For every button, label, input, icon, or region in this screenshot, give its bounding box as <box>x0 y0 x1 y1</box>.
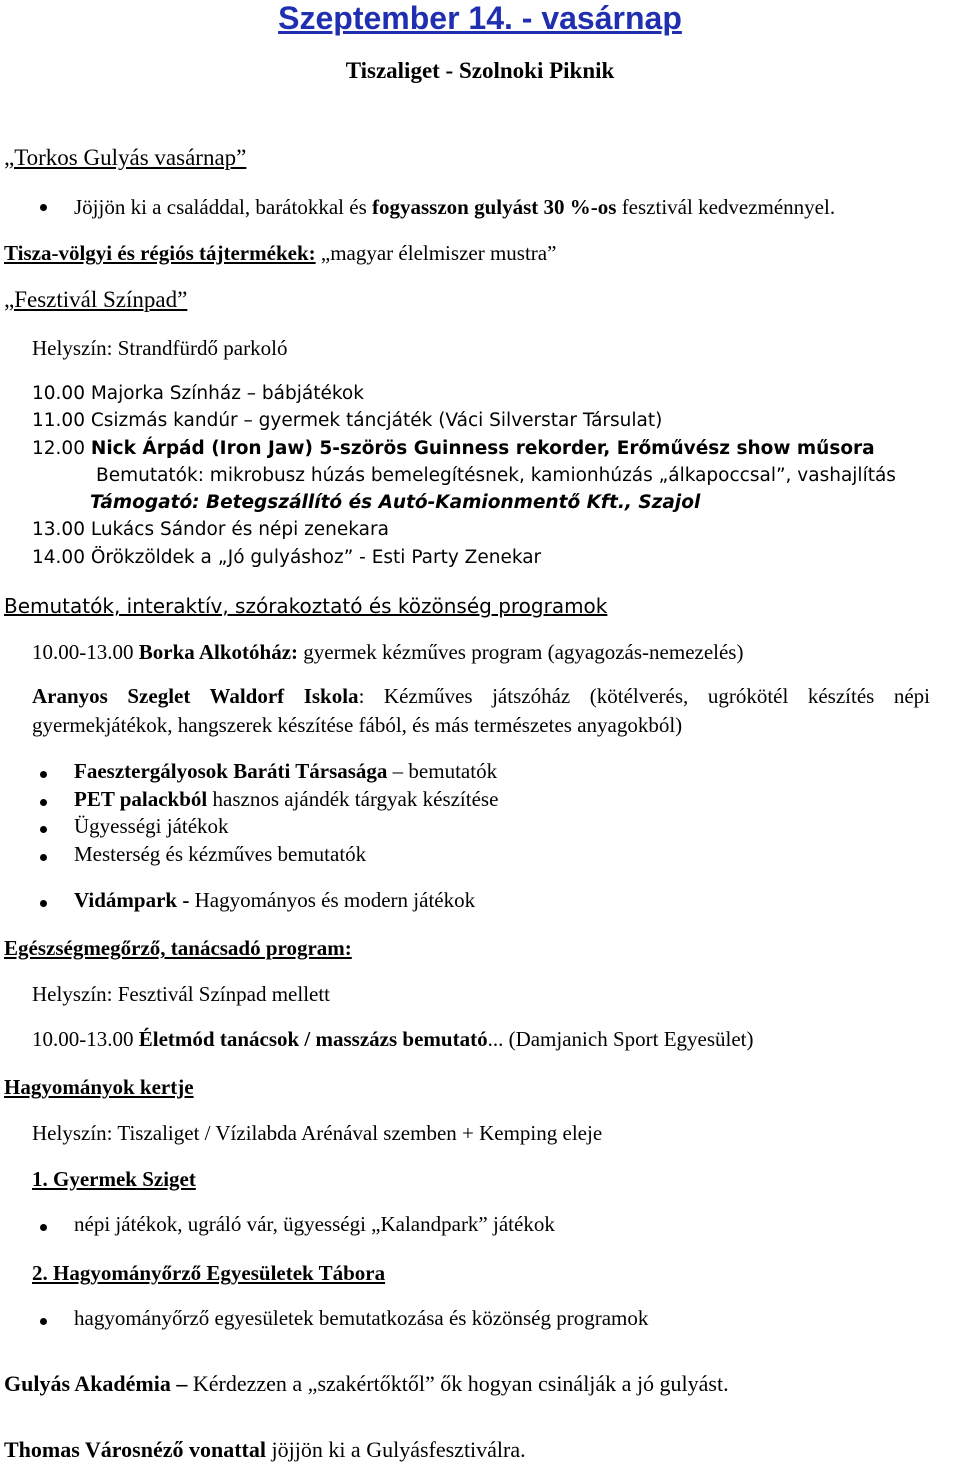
gyermek-sziget-heading: 1. Gyermek Sziget <box>32 1167 196 1191</box>
list-item: Mesterség és kézműves bemutatók <box>74 842 367 866</box>
tisza-line: Tisza-völgyi és régiós tájtermékek: „magyar élelmiszer mustra” <box>4 241 557 265</box>
egeszseg-heading: Egészségmegőrző, tanácsadó program: <box>4 936 352 960</box>
bullet-icon <box>40 799 47 806</box>
bullet-icon <box>40 1318 47 1325</box>
egeszseg-location: Helyszín: Fesztivál Színpad mellett <box>32 982 331 1006</box>
page-title: Szeptember 14. - vasárnap <box>278 0 682 36</box>
hagyomanyok-heading: Hagyományok kertje <box>4 1075 194 1099</box>
page-subtitle: Tiszaliget - Szolnoki Piknik <box>345 58 615 83</box>
schedule-item: 10.00 Majorka Színház – bábjátékok <box>32 383 364 404</box>
borka-line: 10.00-13.00 Borka Alkotóház: gyermek kézműves program (agyagozás-nemezelés) <box>32 640 744 664</box>
list-item: hagyományőrző egyesületek bemutatkozása és közönség programok <box>74 1306 649 1330</box>
list-item: népi játékok, ugráló vár, ügyességi „Kalandpark” játékok <box>74 1212 555 1236</box>
torkos-bullet: Jöjjön ki a családdal, barátokkal és fogyasszon gulyást 30 %-os fesztivál kedvezménnyel. <box>74 195 836 219</box>
tabor-heading: 2. Hagyományőrző Egyesületek Tábora <box>32 1261 386 1285</box>
vonat-line: Thomas Városnéző vonattal jöjjön ki a Gulyásfesztiválra. <box>4 1437 526 1462</box>
sponsor-line: Támogató: Betegszállító és Autó-Kamionmentő Kft., Szajol <box>90 492 701 513</box>
egeszseg-line: 10.00-13.00 Életmód tanácsok / masszázs bemutató... (Damjanich Sport Egyesület) <box>32 1027 754 1051</box>
bullet-icon <box>40 854 47 861</box>
hagyomanyok-location: Helyszín: Tiszaliget / Vízilabda Arénával szemben + Kemping eleje <box>32 1121 603 1145</box>
list-item: PET palackból hasznos ajándék tárgyak készítése <box>74 787 499 811</box>
list-item: Ügyességi játékok <box>74 814 229 838</box>
bullet-icon <box>40 826 47 833</box>
schedule-item: 13.00 Lukács Sándor és népi zenekara <box>32 519 389 540</box>
fesztival-location: Helyszín: Strandfürdő parkoló <box>32 336 288 360</box>
nick-detail: Bemutatók: mikrobusz húzás bemelegítésnek, kamionhúzás „álkapoccsal”, vashajlítás <box>96 465 896 486</box>
vidampark-item: Vidámpark - Hagyományos és modern játékok <box>74 888 476 912</box>
list-item: Faesztergályosok Baráti Társasága – bemutatók <box>74 759 498 783</box>
schedule-item-nick: 12.00 Nick Árpád (Iron Jaw) 5-szörös Guinness rekorder, Erőművész show műsora <box>32 438 875 459</box>
bullet-icon <box>40 204 47 211</box>
akademia-line: Gulyás Akadémia – Kérdezzen a „szakértőktől” ők hogyan csinálják a jó gulyást. <box>4 1371 729 1396</box>
schedule-item: 11.00 Csizmás kandúr – gyermek táncjáték (Váci Silverstar Társulat) <box>32 410 663 431</box>
bemutatok-heading: Bemutatók, interaktív, szórakoztató és közönség programok <box>4 594 608 618</box>
bullet-icon <box>40 771 47 778</box>
fesztival-heading: „Fesztivál Színpad” <box>4 287 188 312</box>
bullet-icon <box>40 1224 47 1231</box>
aranyos-paragraph: Aranyos Szeglet Waldorf Iskola: Kézműves játszóház (kötélverés, ugrókötél készítés népi gyermekjátékok, hangszerek készítése fából, és más természetes anyagokból) <box>32 684 930 737</box>
bullet-icon <box>40 900 47 907</box>
torkos-heading: „Torkos Gulyás vasárnap” <box>4 145 247 170</box>
schedule-item: 14.00 Örökzöldek a „Jó gulyáshoz” - Esti Party Zenekar <box>32 547 542 568</box>
